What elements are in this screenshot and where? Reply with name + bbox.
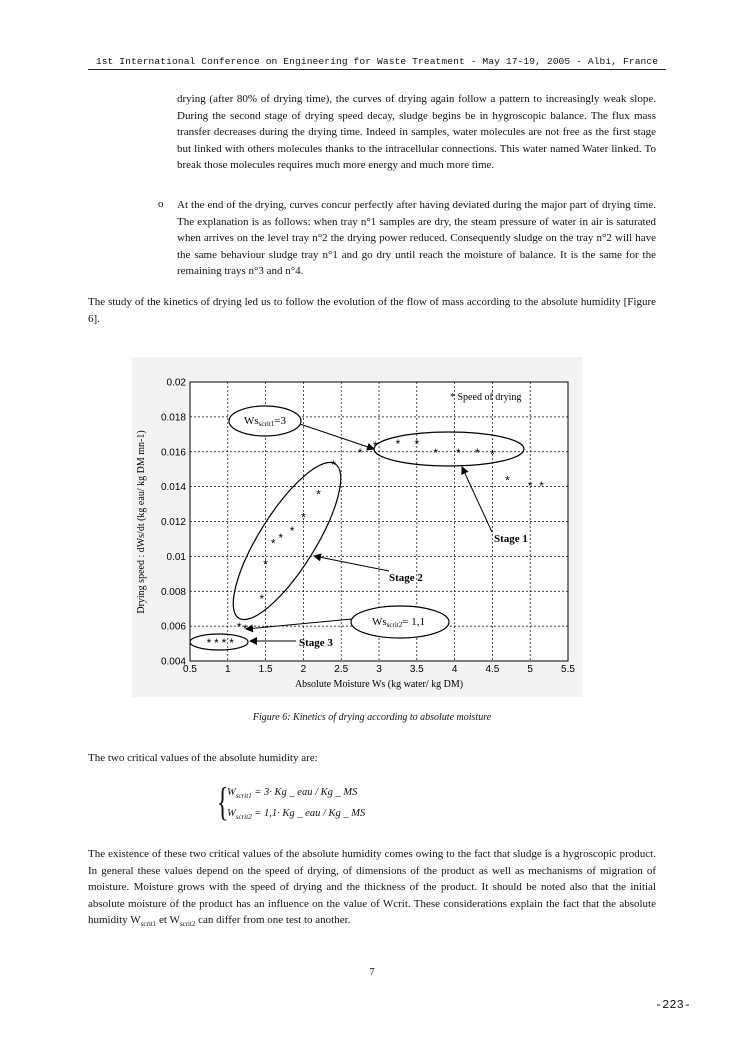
figure-caption: Figure 6: Kinetics of drying according to absolute moisture [252, 712, 492, 723]
y-tick-label: 0.014 [160, 482, 186, 494]
data-point: * [236, 620, 242, 635]
data-point: * [456, 445, 461, 460]
data-point: * [316, 487, 321, 502]
paragraph-curves-concur: At the end of the drying, curves concur perfectly after having deviated during the major part of drying time. The explanation is as follows: when tray n°1 samples are dry, the steam pressure of water in air is saturated when arrives on the level tray n°2 the drying power reduced. Consequently sludge on the tray n°2 will have the same behaviour sludge tray n°1 and go dry until reach the moisture of balance. It is the same for the remaining trays n°3 and n°4. [177, 199, 656, 277]
equation-brace: { [216, 779, 229, 824]
data-point: * [206, 635, 212, 650]
stage1-label: Stage 1 [494, 533, 528, 545]
x-axis-label: Absolute Moisture Ws (kg water/ kg DM) [294, 679, 464, 690]
x-tick-label: 2 [300, 664, 307, 675]
data-point: * [433, 445, 439, 460]
figure-6-chart [132, 357, 582, 697]
y-tick-label: 0.01 [166, 551, 186, 563]
data-point: * [278, 531, 284, 546]
data-point: * [259, 592, 265, 607]
data-point: * [301, 510, 306, 525]
data-point: * [505, 473, 510, 488]
x-tick-label: 3.5 [409, 664, 424, 675]
y-axis-label: Drying speed : dWs/dt (kg eau/ kg DM mn-1) [136, 430, 147, 614]
data-point: * [331, 457, 336, 472]
data-point: * [263, 557, 268, 572]
stage2-label: Stage 2 [389, 572, 423, 584]
x-tick-label: 0.5 [183, 664, 197, 675]
conference-header: 1st International Conference on Engineering for Waste Treatment - May 17-19, 2005 - Albi, France [88, 56, 666, 70]
data-point: * [414, 437, 420, 452]
y-tick-label: 0.018 [160, 412, 186, 424]
y-tick-label: 0.02 [166, 377, 186, 389]
y-tick-label: 0.006 [160, 621, 186, 633]
paragraph-hygroscopic: The existence of these two critical values of the absolute humidity comes owing to the fact that sludge is a hygroscopic product. In general these values depend on the speed of drying, of dimensions of the product as well as mechanisms of migration of moisture. Moisture grows with the speed of drying and the thickness of the product. It should be noted also that the initial absolute moisture of the product has an influence on the value of Wcrit. These considerations explain the fact that the absolute humidity $W_{scrit1}$ et $W_{scrit2}$ can differ from one test to another. [88, 848, 656, 929]
paragraph-kinetics-intro: The study of the kinetics of drying led us to follow the evolution of the flow of mass according to the absolute humidity [Figure 6]. [88, 296, 656, 325]
x-tick-label: 1 [225, 664, 231, 675]
page-number: 7 [369, 966, 375, 978]
paragraph-critical-values: The two critical values of the absolute humidity are: [88, 752, 318, 764]
data-point: * [474, 445, 480, 460]
y-tick-label: 0.016 [160, 447, 186, 459]
y-tick-label: 0.008 [160, 586, 186, 598]
paragraph-drying-stages: drying (after 80% of drying time), the curves of drying again follow a pattern to increasingly weak slope. During the second stage of drying speed decay, sludge begins be in hygroscopic balance. The flux mass transfer decreases during the drying time. Indeed in samples, water molecules are not free as the first stage but linked with others molecules thanks to the intracellular connections. This water named Water linked. To break those molecules requires much more energy and much more time. [177, 93, 656, 171]
x-tick-label: 4.5 [485, 664, 500, 675]
y-tick-label: 0.012 [160, 517, 186, 528]
data-point: * [221, 635, 227, 650]
data-point: * [539, 478, 544, 493]
wscrit1-label: Wsscrit1=3 [244, 415, 286, 428]
data-point: * [357, 445, 363, 460]
x-tick-label: 4 [451, 664, 458, 675]
equation-line-1: $W_{scrit1} = 3\cdot Kg$ _ eau / Kg _ MS [227, 787, 358, 801]
x-tick-label: 5.5 [561, 664, 575, 675]
chart-legend: * Speed of drying [450, 392, 522, 403]
data-point: * [214, 635, 219, 650]
proceedings-folio: -223- [654, 998, 691, 1012]
equation-line-2: $W_{scrit2} = 1,1\cdot Kg$ _ eau / Kg _ MS [227, 808, 366, 822]
data-point: * [270, 536, 276, 551]
y-tick-label: 0.004 [160, 656, 186, 668]
drying-kinetics-chart [132, 357, 582, 697]
data-point: * [527, 478, 533, 493]
data-point: * [229, 635, 234, 650]
data-point: * [490, 447, 495, 462]
data-point: * [289, 524, 295, 539]
x-tick-label: 2.5 [334, 664, 349, 675]
data-point: * [372, 438, 378, 453]
bullet-marker: o [158, 198, 164, 210]
x-tick-label: 5 [527, 664, 533, 675]
wscrit2-label: Wsscrit2= 1,1 [372, 616, 425, 629]
equation-system [213, 779, 413, 829]
x-tick-label: 3 [376, 664, 382, 675]
x-tick-label: 1.5 [258, 664, 273, 675]
data-point: * [395, 437, 401, 452]
stage3-label: Stage 3 [299, 637, 333, 649]
data-point: * [242, 621, 248, 636]
